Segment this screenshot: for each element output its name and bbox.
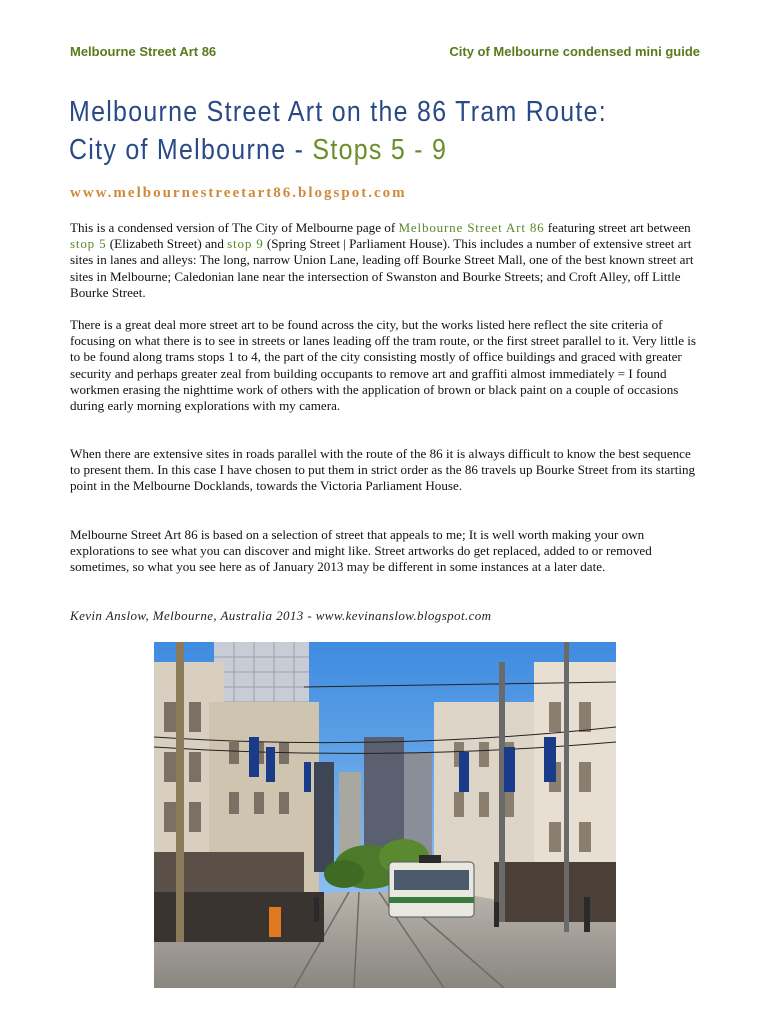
selection-text: Melbourne Street Art 86 is based on a selection of street that appeals to me; It is well worth making your own explorations to see what you can discover and might like. Street artworks do get replaced, added to or removed sometimes, so what you see here as of January 2013 may be different in some instances at a later date. (70, 527, 652, 575)
intro-text-3: (Elizabeth Street) and (106, 236, 228, 252)
header-left-title: Melbourne Street Art 86 (70, 44, 217, 59)
melbourne-street-art-86-link[interactable]: Melbourne Street Art 86 (398, 220, 545, 235)
title-line-2-prefix: City of Melbourne - (69, 134, 313, 166)
sequence-text: When there are extensive sites in roads parallel with the route of the 86 it is always difficult to know the best sequence to present them. In this case I have chosen to put them in strict order as the 86 travels up Bourke Street from its starting point in the Melbourne Docklands, towards the Victoria Parliament House. (70, 446, 696, 494)
blog-url-link[interactable]: www.melbournestreetart86.blogspot.com (70, 185, 407, 201)
site-criteria-text: There is a great deal more street art to be found across the city, but the works listed here reflect the site criteria of focusing on what there is to see in streets or lanes leading off the tram route, or the first street parallel to it. Very little is to be found along trams stops 1 to 4, the part of the city consisting mostly of office buildings and graced with greater security and perhaps greater zeal from building occupants to remove art and graffiti almost immediately = I found workmen erasing the nighttime work of others with the application of brown or black paint on a couple of occasions during early morning explorations with my camera. (70, 317, 697, 414)
document-title (69, 93, 628, 169)
stop-9-link[interactable]: stop 9 (227, 236, 264, 252)
sequence-paragraph (70, 446, 702, 495)
bourke-street-tram-photo (154, 642, 616, 988)
title-stops-accent: Stops 5 - 9 (312, 134, 448, 166)
intro-paragraph (70, 220, 702, 301)
intro-text-4: (Spring Street | Parliament House). This includes a number of extensive street art sites in lanes and alleys: The long, narrow Union Lane, leading off Bourke Street Mall, one of the best known street art sites in Melbourne; Caledonian lane near the intersection of Swanston and Bourke Streets; and Croft Alley, off Little Bourke Street. (70, 236, 694, 300)
intro-text-1: This is a condensed version of The City of Melbourne page of (70, 220, 399, 235)
title-line-2 (69, 131, 628, 169)
site-criteria-paragraph (70, 317, 702, 414)
title-line-1: Melbourne Street Art on the 86 Tram Route: (69, 96, 608, 128)
author-signature: Kevin Anslow, Melbourne, Australia 2013 - www.kevinanslow.blogspot.com (70, 608, 492, 623)
intro-text-2: featuring street art between (544, 220, 691, 235)
stop-5-link[interactable]: stop 5 (70, 236, 107, 252)
selection-paragraph (70, 527, 702, 576)
page-header (70, 44, 700, 64)
header-right-title: City of Melbourne condensed mini guide (449, 44, 700, 59)
